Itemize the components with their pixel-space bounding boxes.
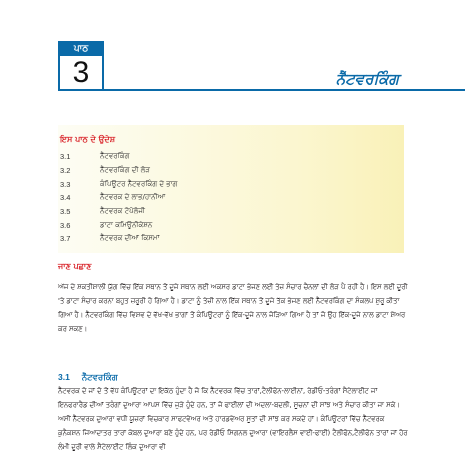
- objective-item: [60, 177, 177, 191]
- objectives-heading: ਇਸ ਪਾਠ ਦੇ ਉਦੇਸ਼: [60, 135, 116, 144]
- objective-text: ਡਾਟਾ ਕਮਿਊਨੀਕੇਸ਼ਨ: [100, 220, 153, 229]
- objective-item: [60, 164, 177, 178]
- objective-number: 3.7: [60, 234, 71, 244]
- objective-text: ਨੈੱਟਵਰਕ ਦੇ ਲਾਭ/ਹਾਨੀਆਂ: [100, 193, 166, 202]
- objective-item: [60, 232, 177, 246]
- section-paragraph: ਨੈੱਟਵਰਕ ਦੋ ਜਾਂ ਦੋ ਤੋਂ ਵੱਧ ਕੰਪਿਊਟਰਾਂ ਦਾ ਇਕੱਠ ਹੁੰਦਾ ਹੈ ਜੋ ਕਿ ਨੈੱਟਵਰਕ ਵਿੱਚ ਤਾਰਾਂ,ਟੈਲੀਫੋਨ-ਲਾਈਨਾਂ, ਰੇਡੀਓ-ਤਰੰਗਾਂ ਸੈਟੇਲਾਈਟ ਜਾਂ ਇਨਫਰਾਰੈਡ ਦੀਆਂ ਤਰੰਗਾਂ ਦੁਆਰਾ ਆਪਸ ਵਿੱਚ ਜੁੜੇ ਹੁੰਦੇ ਹਨ, ਤਾਂ ਜੋ ਫਾਈਲਾਂ ਦੀ ਅਦਲਾ-ਬਦਲੀ, ਸੂਚਨਾਂ ਦੀ ਸਾਂਝ ਅਤੇ ਸੰਚਾਰ ਕੀਤਾ ਜਾ ਸਕੇ। ਅਸੀਂ ਨੈੱਟਵਰਕ ਦੁਆਰਾ ਵਧੀ ਯੂਜ਼ਰਾਂ ਵਿਚਕਾਰ ਸਾਫਟਵੇਅਰ ਅਤੇ ਹਾਰਡਵੇਅਰ ਸੂਤਾਂ ਦੀ ਸਾਂਝ ਕਰ ਸਕਦੇ ਹਾਂ। ਕੰਪਿਊਟਰਾਂ ਵਿੱਚ ਨੈੱਟਵਰਕ ਕੁਨੈਕਸ਼ਨ ਜਿਆਦਾਤਰ ਤਾਰਾਂ ਕੇਬਲ ਦੁਆਰਾ ਬਣੇ ਹੁੰਦੇ ਹਨ, ਪਰ ਰੇਡੀਓ ਸਿਗਨਲ ਦੁਆਰਾ (ਵਾਇਰਲੈਸ ਵਾਈ-ਫਾਈ) ਟੈਲੀਫੋਨ,ਟੈਲੀਫੋਨ ਤਾਰਾਂ ਜਾਂ ਹੋਰ ਲੰਮੀ ਦੂਰੀ ਵਾਲੇ ਸੈਟੇਲਾਈਟ ਲਿੰਕ ਦੁਆਰਾ ਵੀ: [58, 387, 408, 451]
- chapter-badge: [58, 41, 104, 91]
- objective-number: 3.1: [60, 152, 71, 162]
- objective-number: 3.5: [60, 207, 71, 217]
- chapter-title: ਨੈੱਟਵਰਕਿੰਗ: [335, 70, 399, 88]
- chapter-number: 3: [72, 56, 90, 89]
- objective-text: ਨੈੱਟਵਰਕਿੰਗ ਦੀ ਲੋੜ: [100, 166, 150, 175]
- objectives-box: [58, 125, 404, 253]
- objective-number: 3.4: [60, 193, 71, 203]
- objective-number: 3.6: [60, 220, 71, 230]
- section-title: ਨੈੱਟਵਰਕਿੰਗ: [81, 373, 118, 383]
- intro-paragraph: ਅੱਜ ਦੇ ਸ਼ਕਤੀਸ਼ਾਲੀ ਯੁੱਗ ਵਿੱਚ ਇੱਕ ਸਥਾਨ ਤੋਂ ਦੂਜੇ ਸਥਾਨ ਲਈ ਅਕਸਰ ਡਾਟਾ ਭੇਜਣ ਲਈ ਤੇਜ਼ ਸੰਚਾਰ ਚੈਨਲਾਂ ਦੀ ਲੋੜ ਪੈ ਰਹੀ ਹੈ। ਇਸ ਲਈ ਦੂਰੀ 'ਤੇ ਡਾਟਾ ਸੰਚਾਰ ਕਰਨਾ ਬਹੁਤ ਜ਼ਰੂਰੀ ਹੋ ਗਿਆ ਹੈ। ਡਾਟਾ ਨੂੰ ਤੇਜ਼ੀ ਨਾਲ ਇੱਕ ਸਥਾਨ ਤੋਂ ਦੂਜੇ ਤੱਕ ਭੇਜਣ ਲਈ ਨੈੱਟਵਰਕਿੰਗ ਦਾ ਸੰਕਲਪ ਸ਼ੁਰੂ ਕੀਤਾ ਗਿਆ ਹੈ। ਨੈੱਟਵਰਕਿੰਗ ਵਿੱਚ ਵਿਸ਼ਵ ਦੇ ਵੱਖ-ਵੱਖ ਭਾਗਾਂ ਤੋਂ ਕੰਪਿਊਟਰਾਂ ਨੂੰ ਇੱਕ-ਦੂਜੇ ਨਾਲ ਜੋੜਿਆ ਗਿਆ ਹੈ ਤਾਂ ਜੋ ਉਹ ਇੱਕ-ਦੂਜੇ ਨਾਲ ਡਾਟਾ ਸ਼ੇਅਰ ਕਰ ਸਕਣ।: [58, 283, 408, 333]
- objective-item: [60, 205, 177, 219]
- title-rule: [104, 89, 465, 91]
- objective-text: ਨੈੱਟਵਰਕ ਟੋਪੋਲੋਜੀ: [100, 207, 145, 216]
- objective-item: [60, 191, 177, 205]
- objective-text: ਨੈੱਟਵਰਕ ਦੀਆਂ ਕਿਸਮਾਂ: [100, 234, 160, 243]
- objective-item: [60, 218, 177, 232]
- objective-number: 3.3: [60, 179, 71, 189]
- objective-item: [60, 150, 177, 164]
- objective-text: ਨੈੱਟਵਰਕਿੰਗ: [100, 152, 130, 161]
- chapter-label: ਪਾਠ: [60, 43, 102, 56]
- objective-text: ਕੰਪਿਊਟਰ ਨੈੱਟਵਰਕਿੰਗ ਦੇ ਭਾਗ: [100, 179, 178, 188]
- objectives-list: [60, 150, 177, 246]
- section-heading: [58, 372, 118, 383]
- section-number: 3.1: [58, 372, 70, 382]
- objective-number: 3.2: [60, 166, 71, 176]
- intro-heading: ਜਾਣ ਪਛਾਣ: [58, 262, 92, 271]
